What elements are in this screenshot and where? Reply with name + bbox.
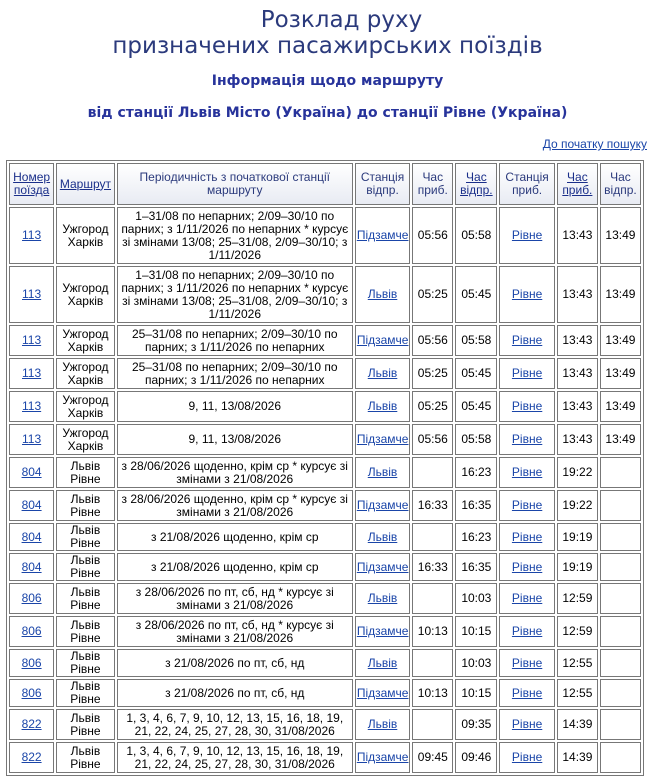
cell-arr1: 09:45 — [412, 742, 453, 773]
cell-periodicity: з 28/06/2026 щоденно, крім ср * курсує зі змінами з 21/08/2026 — [117, 457, 353, 488]
station-link[interactable]: Рівне — [511, 333, 543, 347]
table-row — [9, 325, 641, 356]
col-header-dep-station: Станція відпр. — [355, 163, 410, 205]
cell-dep1: 09:35 — [455, 709, 497, 740]
cell-route: Ужгород Харків — [56, 325, 115, 356]
cell-dep-station — [355, 649, 410, 677]
station-link[interactable]: Рівне — [511, 685, 543, 700]
cell-dep-station — [355, 358, 410, 389]
cell-arr-station — [499, 266, 554, 323]
station-link[interactable]: Рівне — [511, 717, 543, 731]
cell-dep2 — [600, 742, 641, 773]
cell-dep1: 10:15 — [455, 679, 497, 707]
train-number-link[interactable]: 806 — [21, 655, 42, 670]
cell-arr2: 13:43 — [557, 391, 598, 422]
cell-arr-station — [499, 424, 554, 455]
table-row — [9, 709, 641, 740]
cell-dep-station — [355, 616, 410, 647]
table-row — [9, 490, 641, 521]
train-number-link[interactable]: 822 — [21, 750, 42, 764]
table-row — [9, 679, 641, 707]
cell-arr2: 13:43 — [557, 358, 598, 389]
cell-dep1: 10:03 — [455, 649, 497, 677]
station-link[interactable]: Рівне — [511, 559, 543, 574]
station-link[interactable]: Підзамче — [356, 228, 409, 242]
cell-dep-station — [355, 391, 410, 422]
cell-train — [9, 391, 54, 422]
cell-arr2: 12:55 — [557, 649, 598, 677]
station-link[interactable]: Рівне — [511, 624, 543, 638]
cell-arr1 — [412, 583, 453, 614]
table-row — [9, 358, 641, 389]
cell-route: Львів Рівне — [56, 742, 115, 773]
cell-dep2: 13:49 — [600, 266, 641, 323]
cell-route: Ужгород Харків — [56, 266, 115, 323]
cell-periodicity: 1–31/08 по непарних; 2/09–30/10 по парних; з 1/11/2026 по непарних * курсує зі змінами 13/08; 25–31/08, 2/09–30/10; з 1/11/2026 — [117, 266, 353, 323]
cell-arr2: 14:39 — [557, 742, 598, 773]
cell-dep-station — [355, 424, 410, 455]
cell-arr1 — [412, 523, 453, 551]
cell-train — [9, 266, 54, 323]
cell-train — [9, 523, 54, 551]
station-link[interactable]: Рівне — [511, 228, 543, 242]
cell-arr1: 10:13 — [412, 679, 453, 707]
cell-route: Львів Рівне — [56, 616, 115, 647]
train-number-link[interactable]: 113 — [22, 228, 42, 242]
cell-dep1: 16:23 — [455, 523, 497, 551]
cell-periodicity: 1, 3, 4, 6, 7, 9, 10, 12, 13, 15, 16, 18, 19, 21, 22, 24, 25, 27, 28, 30, 31/08/2026 — [117, 709, 353, 740]
cell-dep1: 16:23 — [455, 457, 497, 488]
cell-route: Львів Рівне — [56, 457, 115, 488]
table-row — [9, 266, 641, 323]
train-number-link[interactable]: 806 — [21, 624, 42, 638]
cell-arr1: 10:13 — [412, 616, 453, 647]
cell-arr1 — [412, 457, 453, 488]
cell-route: Львів Рівне — [56, 649, 115, 677]
cell-dep-station — [355, 742, 410, 773]
station-link[interactable]: Рівне — [511, 591, 543, 605]
table-row — [9, 553, 641, 581]
cell-dep1: 05:45 — [455, 391, 497, 422]
cell-arr2: 13:43 — [557, 266, 598, 323]
table-row — [9, 424, 641, 455]
cell-dep-station — [355, 679, 410, 707]
cell-train — [9, 424, 54, 455]
cell-route: Львів Рівне — [56, 709, 115, 740]
cell-route: Ужгород Харків — [56, 358, 115, 389]
cell-dep2: 13:49 — [600, 424, 641, 455]
cell-periodicity: 9, 11, 13/08/2026 — [117, 424, 353, 455]
cell-route: Львів Рівне — [56, 679, 115, 707]
back-to-search-link[interactable]: До початку пошуку — [542, 137, 647, 151]
station-link[interactable]: Львів — [367, 287, 398, 301]
cell-periodicity: 1–31/08 по непарних; 2/09–30/10 по парних; з 1/11/2026 по непарних * курсує зі змінами 13/08; 25–31/08, 2/09–30/10; з 1/11/2026 — [117, 207, 353, 264]
cell-arr1: 05:25 — [412, 266, 453, 323]
cell-dep-station — [355, 583, 410, 614]
train-number-link[interactable]: 804 — [21, 498, 42, 512]
cell-train — [9, 649, 54, 677]
cell-dep-station — [355, 709, 410, 740]
cell-route: Ужгород Харків — [56, 424, 115, 455]
station-link[interactable]: Рівне — [511, 399, 543, 413]
cell-periodicity: 25–31/08 по непарних; 2/09–30/10 по парних; з 1/11/2026 по непарних — [117, 358, 353, 389]
cell-arr-station — [499, 457, 554, 488]
train-number-link[interactable]: 804 — [21, 559, 42, 574]
cell-arr2: 13:43 — [557, 325, 598, 356]
train-number-link[interactable]: 113 — [22, 333, 42, 347]
train-number-link[interactable]: 806 — [21, 685, 42, 700]
cell-dep2 — [600, 490, 641, 521]
col-header-arr-time-1: Час приб. — [412, 163, 453, 205]
col-header-dep-time-2: Час відпр. — [600, 163, 641, 205]
station-link[interactable]: Львів — [367, 399, 398, 413]
table-row — [9, 649, 641, 677]
cell-arr2: 19:22 — [557, 457, 598, 488]
station-link[interactable]: Підзамче — [356, 333, 409, 347]
table-row — [9, 742, 641, 773]
cell-periodicity: з 21/08/2026 щоденно, крім ср — [117, 523, 353, 551]
cell-dep1: 10:15 — [455, 616, 497, 647]
cell-dep-station — [355, 523, 410, 551]
cell-dep-station — [355, 490, 410, 521]
cell-dep1: 05:45 — [455, 358, 497, 389]
station-link[interactable]: Рівне — [511, 432, 543, 446]
cell-arr-station — [499, 616, 554, 647]
cell-dep2 — [600, 553, 641, 581]
cell-arr1 — [412, 709, 453, 740]
train-number-link[interactable]: 804 — [21, 529, 42, 544]
cell-dep-station — [355, 207, 410, 264]
col-header-train[interactable]: Номер поїзда — [9, 163, 54, 205]
cell-arr-station — [499, 490, 554, 521]
cell-dep1: 16:35 — [455, 553, 497, 581]
cell-train — [9, 742, 54, 773]
cell-arr2: 14:39 — [557, 709, 598, 740]
cell-arr-station — [499, 358, 554, 389]
cell-dep1: 05:58 — [455, 325, 497, 356]
station-link[interactable]: Підзамче — [356, 624, 409, 638]
station-link[interactable]: Львів — [367, 465, 398, 479]
cell-dep2 — [600, 679, 641, 707]
cell-route: Ужгород Харків — [56, 391, 115, 422]
col-header-dep-time-1[interactable]: Час відпр. — [455, 163, 497, 205]
station-link[interactable]: Львів — [367, 591, 398, 605]
station-link[interactable]: Львів — [367, 529, 398, 544]
cell-dep2: 13:49 — [600, 207, 641, 264]
table-row — [9, 391, 641, 422]
cell-train — [9, 679, 54, 707]
cell-periodicity: 25–31/08 по непарних; 2/09–30/10 по парних; з 1/11/2026 по непарних — [117, 325, 353, 356]
page-title-line1: Розклад руху — [260, 7, 423, 33]
station-link[interactable]: Підзамче — [356, 498, 409, 512]
cell-arr1: 05:56 — [412, 424, 453, 455]
cell-dep1: 05:45 — [455, 266, 497, 323]
train-number-link[interactable]: 804 — [21, 465, 42, 479]
cell-dep1: 10:03 — [455, 583, 497, 614]
cell-dep-station — [355, 553, 410, 581]
train-number-link[interactable]: 113 — [22, 432, 42, 446]
cell-dep-station — [355, 266, 410, 323]
table-row — [9, 616, 641, 647]
cell-arr2: 12:59 — [557, 616, 598, 647]
page-subtitle: Інформація щодо маршруту — [211, 73, 444, 89]
cell-train — [9, 553, 54, 581]
cell-periodicity: з 28/06/2026 по пт, сб, нд * курсує зі змінами з 21/08/2026 — [117, 616, 353, 647]
cell-arr1 — [412, 649, 453, 677]
cell-periodicity: 9, 11, 13/08/2026 — [117, 391, 353, 422]
station-link[interactable]: Підзамче — [356, 559, 409, 574]
cell-arr-station — [499, 649, 554, 677]
cell-arr1: 16:33 — [412, 553, 453, 581]
cell-route: Львів Рівне — [56, 490, 115, 521]
cell-route: Львів Рівне — [56, 523, 115, 551]
station-link[interactable]: Львів — [367, 366, 398, 380]
schedule-table — [6, 160, 644, 776]
cell-arr2: 12:55 — [557, 679, 598, 707]
train-number-link[interactable]: 822 — [21, 717, 42, 731]
table-row — [9, 583, 641, 614]
table-row — [9, 457, 641, 488]
cell-arr1: 05:25 — [412, 391, 453, 422]
table-row — [9, 207, 641, 264]
cell-arr2: 13:43 — [557, 424, 598, 455]
cell-arr2: 12:59 — [557, 583, 598, 614]
cell-arr-station — [499, 325, 554, 356]
station-link[interactable]: Рівне — [511, 465, 543, 479]
cell-train — [9, 358, 54, 389]
cell-dep2: 13:49 — [600, 325, 641, 356]
cell-periodicity: з 21/08/2026 щоденно, крім ср — [117, 553, 353, 581]
cell-periodicity: з 28/06/2026 по пт, сб, нд * курсує зі змінами з 21/08/2026 — [117, 583, 353, 614]
cell-arr-station — [499, 391, 554, 422]
cell-dep-station — [355, 325, 410, 356]
station-link[interactable]: Підзамче — [356, 750, 409, 764]
cell-arr1: 05:25 — [412, 358, 453, 389]
cell-dep1: 09:46 — [455, 742, 497, 773]
station-link[interactable]: Рівне — [511, 366, 543, 380]
cell-dep-station — [355, 457, 410, 488]
cell-arr1: 05:56 — [412, 207, 453, 264]
cell-arr-station — [499, 523, 554, 551]
col-header-route[interactable]: Маршрут — [56, 163, 115, 205]
train-number-link[interactable]: 113 — [22, 399, 42, 413]
cell-dep1: 16:35 — [455, 490, 497, 521]
cell-train — [9, 583, 54, 614]
cell-dep1: 05:58 — [455, 424, 497, 455]
cell-train — [9, 490, 54, 521]
cell-train — [9, 616, 54, 647]
train-number-link[interactable]: 113 — [22, 287, 42, 301]
station-link[interactable]: Підзамче — [356, 685, 409, 700]
train-number-link[interactable]: 113 — [22, 366, 42, 380]
col-header-arr-time-2[interactable]: Час приб. — [557, 163, 598, 205]
col-header-periodicity: Періодичність з початкової станції маршруту — [117, 163, 353, 205]
table-row — [9, 523, 641, 551]
cell-arr1: 05:56 — [412, 325, 453, 356]
page-title-line2: призначених пасажирських поїздів — [112, 33, 543, 59]
cell-dep2: 13:49 — [600, 391, 641, 422]
cell-train — [9, 709, 54, 740]
cell-arr2: 13:43 — [557, 207, 598, 264]
cell-dep2 — [600, 457, 641, 488]
cell-dep2 — [600, 523, 641, 551]
cell-arr2: 19:19 — [557, 553, 598, 581]
station-link[interactable]: Підзамче — [356, 432, 409, 446]
cell-arr-station — [499, 742, 554, 773]
cell-arr-station — [499, 207, 554, 264]
cell-train — [9, 457, 54, 488]
cell-arr-station — [499, 583, 554, 614]
cell-arr-station — [499, 553, 554, 581]
station-link[interactable]: Рівне — [511, 529, 543, 544]
cell-dep2 — [600, 649, 641, 677]
route-description: від станції Львів Місто (Україна) до станції Рівне (Україна) — [87, 105, 568, 121]
station-link[interactable]: Рівне — [511, 655, 543, 670]
cell-arr-station — [499, 679, 554, 707]
train-number-link[interactable]: 806 — [21, 591, 42, 605]
station-link[interactable]: Рівне — [511, 287, 543, 301]
cell-arr-station — [499, 709, 554, 740]
cell-periodicity: з 21/08/2026 по пт, сб, нд — [117, 679, 353, 707]
cell-arr2: 19:19 — [557, 523, 598, 551]
cell-dep2 — [600, 583, 641, 614]
cell-train — [9, 207, 54, 264]
cell-periodicity: з 28/06/2026 щоденно, крім ср * курсує зі змінами з 21/08/2026 — [117, 490, 353, 521]
cell-arr1: 16:33 — [412, 490, 453, 521]
cell-periodicity: з 21/08/2026 по пт, сб, нд — [117, 649, 353, 677]
station-link[interactable]: Львів — [367, 655, 398, 670]
station-link[interactable]: Рівне — [511, 750, 543, 764]
cell-train — [9, 325, 54, 356]
station-link[interactable]: Рівне — [511, 498, 543, 512]
table-header-row — [9, 163, 641, 205]
cell-periodicity: 1, 3, 4, 6, 7, 9, 10, 12, 13, 15, 16, 18, 19, 21, 22, 24, 25, 27, 28, 30, 31/08/2026 — [117, 742, 353, 773]
cell-route: Львів Рівне — [56, 553, 115, 581]
cell-dep2 — [600, 616, 641, 647]
cell-route: Львів Рівне — [56, 583, 115, 614]
col-header-arr-station: Станція приб. — [499, 163, 554, 205]
cell-dep1: 05:58 — [455, 207, 497, 264]
cell-arr2: 19:22 — [557, 490, 598, 521]
cell-dep2 — [600, 709, 641, 740]
station-link[interactable]: Львів — [367, 717, 398, 731]
cell-route: Ужгород Харків — [56, 207, 115, 264]
cell-dep2: 13:49 — [600, 358, 641, 389]
